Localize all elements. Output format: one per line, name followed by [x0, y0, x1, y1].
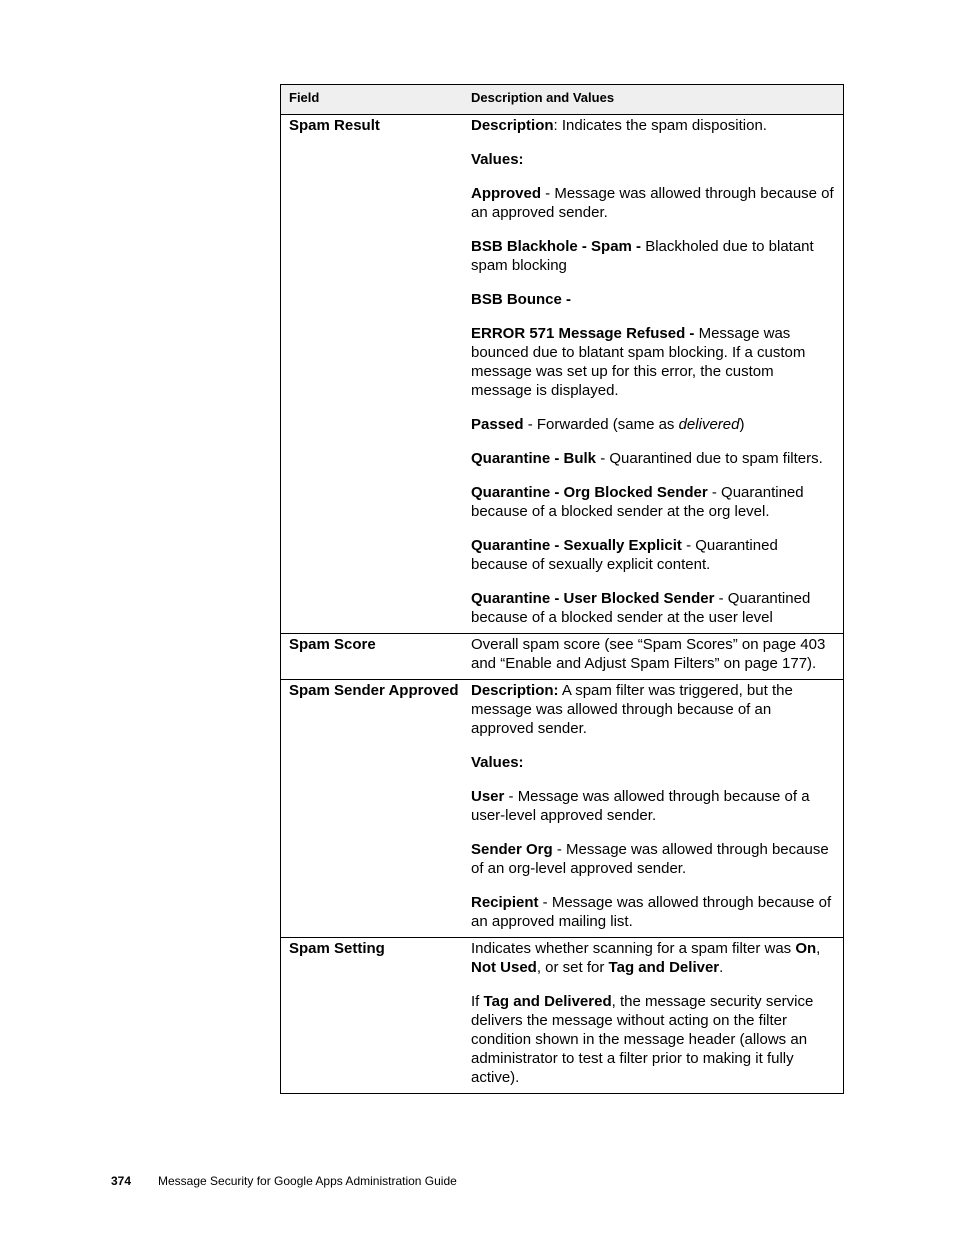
header-field: Field [289, 90, 320, 105]
text-run: , the message security service delivers the message without acting on the filter condition shown in the message header (allows an administrator to test a filter prior to making it fully active). [471, 993, 814, 1086]
table-body [281, 115, 843, 1093]
text-run: - Message was allowed through because of an org-level approved sender. [471, 841, 829, 877]
table-row [281, 679, 843, 937]
text-run: BSB Bounce - [471, 291, 572, 308]
text-run: . [719, 959, 724, 976]
text-run: - Quarantined because of a blocked sender at the org level. [471, 484, 804, 520]
description-paragraph [471, 753, 837, 772]
text-run: delivered [678, 416, 740, 433]
text-run: Message was bounced due to blatant spam blocking. If a custom message was set up for this error, the custom message is displayed. [471, 325, 806, 399]
text-run: Quarantine - Org Blocked Sender [471, 484, 708, 501]
header-description: Description and Values [471, 90, 615, 105]
document-title: Message Security for Google Apps Administration Guide [158, 1174, 457, 1188]
description-paragraph [471, 237, 837, 275]
description-paragraph [471, 635, 837, 673]
description-paragraph [471, 939, 837, 977]
field-name: Spam Sender Approved [289, 682, 459, 699]
text-run: On [795, 940, 817, 957]
text-run: Overall spam score (see “Spam Scores” on page 403 and “Enable and Adjust Spam Filters” on page 177). [471, 636, 826, 672]
table-row [281, 633, 843, 679]
text-run: User [471, 788, 505, 805]
text-run: ERROR 571 Message Refused - [471, 325, 699, 342]
page-footer [111, 1174, 457, 1188]
field-description [463, 938, 843, 1093]
table-row [281, 937, 843, 1093]
field-description [463, 634, 843, 679]
text-run: : Indicates the spam disposition. [553, 117, 767, 134]
description-paragraph [471, 787, 837, 825]
text-run: Description [471, 117, 554, 134]
description-paragraph [471, 840, 837, 878]
text-run: - Message was allowed through because of an approved sender. [471, 185, 834, 221]
text-run: Tag and Delivered [483, 993, 612, 1010]
text-run: Quarantine - Sexually Explicit [471, 537, 682, 554]
text-run: Recipient [471, 894, 539, 911]
text-run: Approved [471, 185, 542, 202]
field-name: Spam Setting [289, 940, 385, 957]
description-paragraph [471, 324, 837, 400]
text-run: - Forwarded (same as [523, 416, 679, 433]
text-run: Quarantine - User Blocked Sender [471, 590, 715, 607]
description-paragraph [471, 116, 837, 135]
text-run: BSB Blackhole - Spam - [471, 238, 646, 255]
text-run: Blackholed due to blatant spam blocking [471, 238, 814, 274]
text-run: Indicates whether scanning for a spam filter was [471, 940, 796, 957]
text-run: A spam filter was triggered, but the message was allowed through because of an approved sender. [471, 682, 793, 737]
text-run: , [816, 940, 821, 957]
text-run: Quarantine - Bulk [471, 450, 597, 467]
table-header [281, 85, 843, 115]
field-description [463, 115, 843, 633]
field-description [463, 680, 843, 937]
description-paragraph [471, 415, 837, 434]
text-run: Values: [471, 151, 524, 168]
description-paragraph [471, 893, 837, 931]
text-run: Passed [471, 416, 524, 433]
text-run: Sender Org [471, 841, 553, 858]
text-run: Tag and Deliver [608, 959, 720, 976]
field-name: Spam Score [289, 636, 376, 653]
table-row [281, 115, 843, 633]
text-run: - Message was allowed through because of an approved mailing list. [471, 894, 832, 930]
page-number: 374 [111, 1174, 132, 1188]
text-run: - Message was allowed through because of a user-level approved sender. [471, 788, 810, 824]
description-paragraph [471, 290, 837, 309]
text-run: ) [739, 416, 745, 433]
description-paragraph [471, 589, 837, 627]
text-run: - Quarantined because of a blocked sender at the user level [471, 590, 811, 626]
text-run: , or set for [536, 959, 609, 976]
description-paragraph [471, 150, 837, 169]
description-paragraph [471, 992, 837, 1087]
text-run: Not Used [471, 959, 537, 976]
description-paragraph [471, 184, 837, 222]
text-run: - Quarantined due to spam filters. [596, 450, 823, 467]
text-run: Description: [471, 682, 559, 699]
text-run: If [471, 993, 484, 1010]
description-paragraph [471, 681, 837, 738]
field-description-table [280, 84, 844, 1094]
description-paragraph [471, 536, 837, 574]
text-run: Values: [471, 754, 524, 771]
description-paragraph [471, 483, 837, 521]
text-run: - Quarantined because of sexually explicit content. [471, 537, 778, 573]
field-name: Spam Result [289, 117, 380, 134]
description-paragraph [471, 449, 837, 468]
